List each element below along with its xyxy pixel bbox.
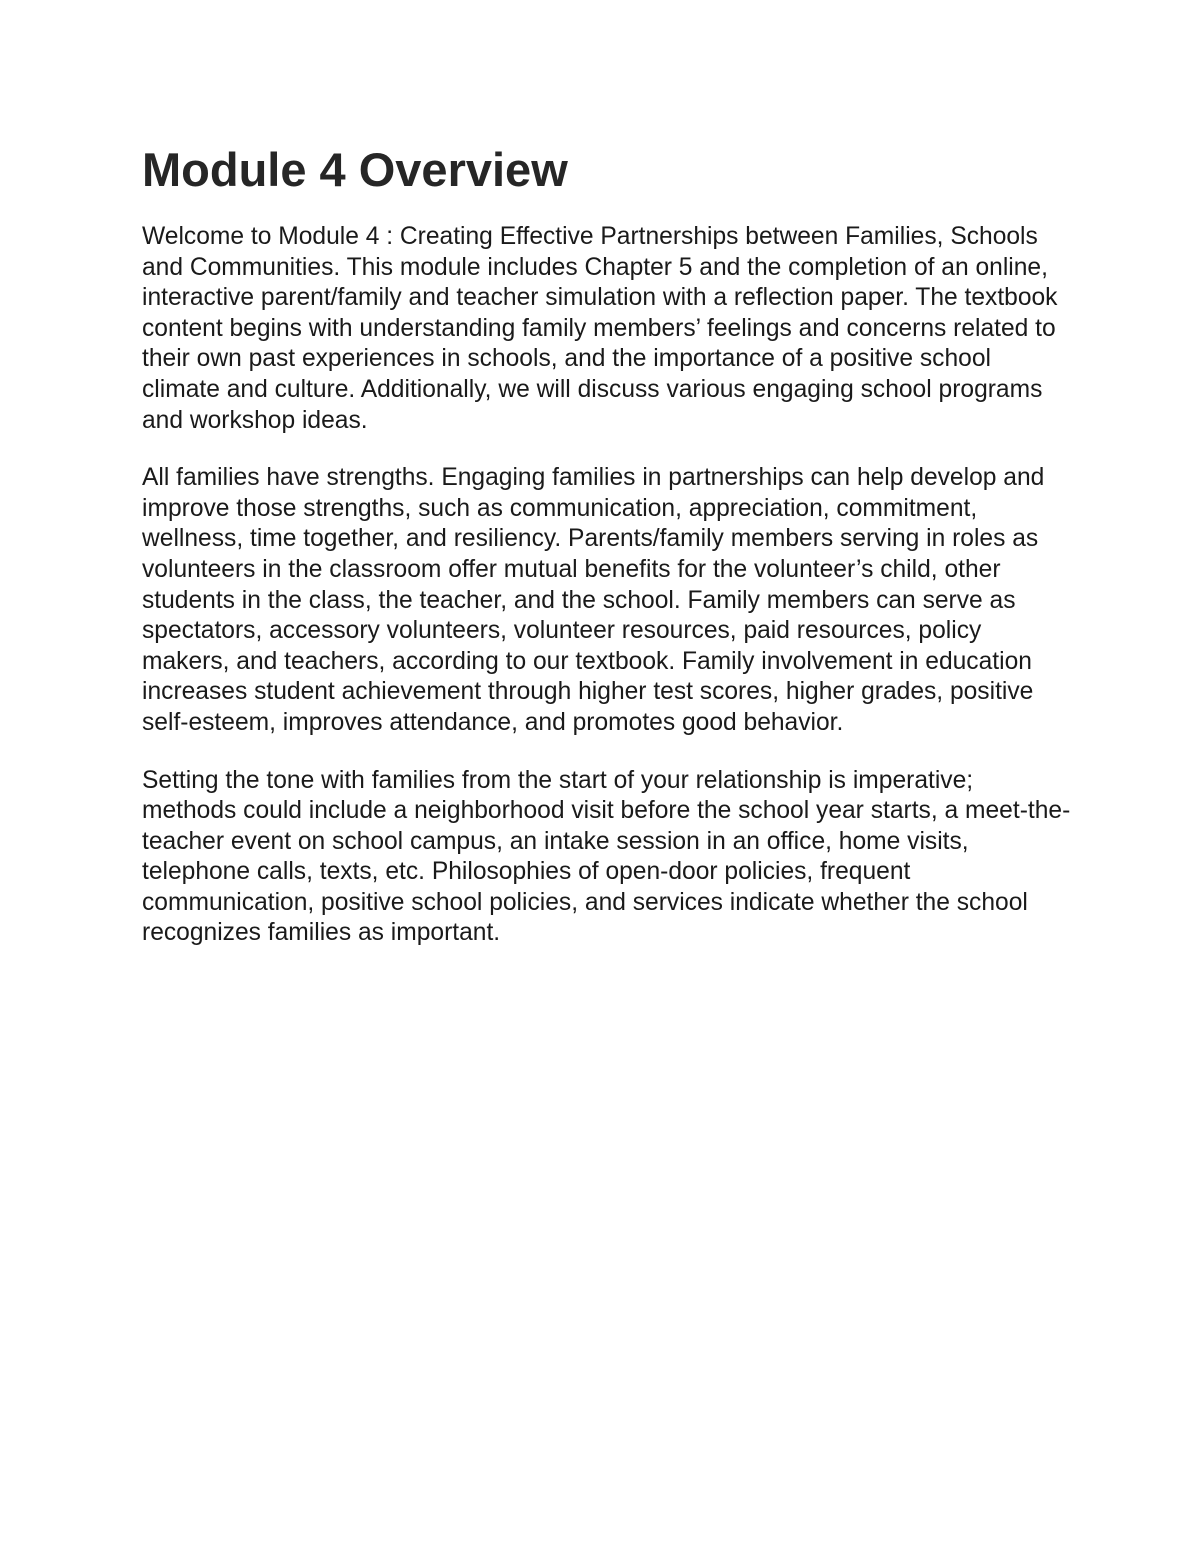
paragraph-setting-tone: Setting the tone with families from the start of your relationship is imperative; methods could include a neighborhood visit before the school year starts, a meet-the-teacher event on school campus, an intake session in an office, home visits, telephone calls, texts, etc. Philosophies of open-door policies, frequent communication, positive school policies, and services indicate whether the school recognizes families as important. xyxy=(142,766,1071,947)
paragraph-welcome: Welcome to Module 4 : Creating Effective Partnerships between Families, Schools and Communities. This module includes Chapter 5 and the completion of an online, interactive parent/family and teacher simulation with a reflection paper. The textbook content begins with understanding family members’ feelings and concerns related to their own past experiences in schools, and the importance of a positive school climate and culture. Additionally, we will discuss various engaging school programs and workshop ideas. xyxy=(142,223,1058,434)
paragraph-family-strengths: All families have strengths. Engaging families in partnerships can help develop and improve those strengths, such as communication, appreciation, commitment, wellness, time together, and resiliency. Parents/family members serving in roles as volunteers in the classroom offer mutual benefits for the volunteer’s child, other students in the class, the teacher, and the school. Family members can serve as spectators, accessory volunteers, volunteer resources, paid resources, policy makers, and teachers, according to our textbook. Family involvement in education increases student achievement through higher test scores, higher grades, positive self-esteem, improves attendance, and promotes good behavior. xyxy=(142,464,1045,736)
page-title: Module 4 Overview xyxy=(142,143,568,196)
document-content xyxy=(142,140,1072,976)
